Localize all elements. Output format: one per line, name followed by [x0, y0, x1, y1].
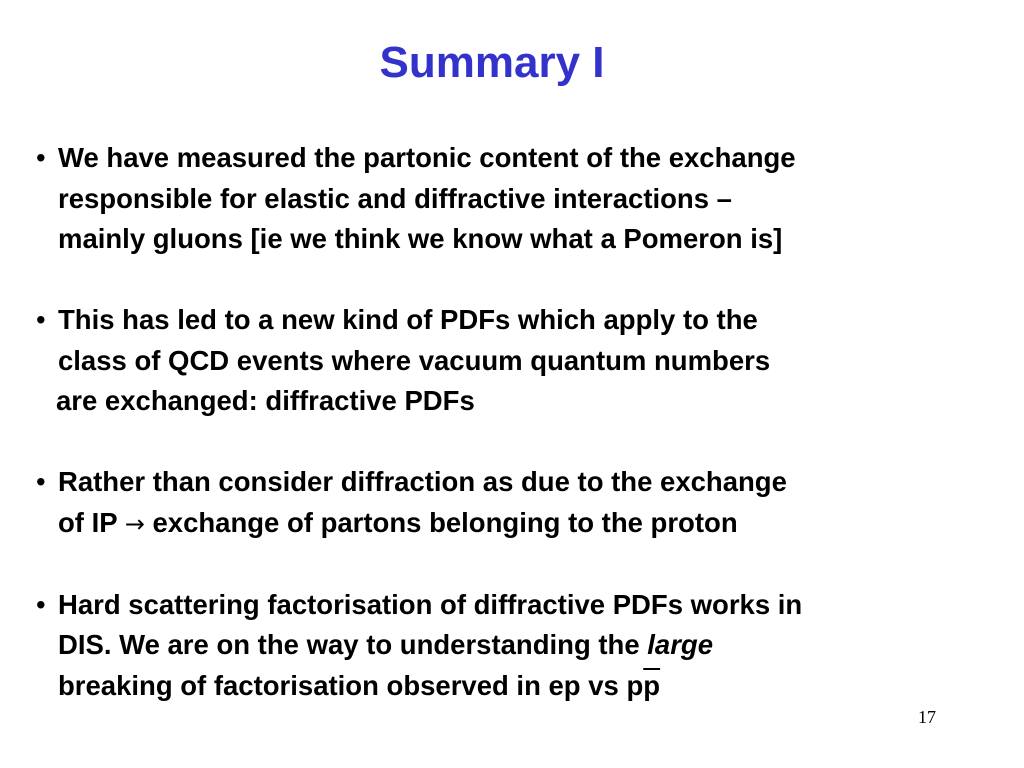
bullet-marker: • [36, 588, 46, 620]
bullet-marker: • [36, 142, 46, 173]
bullet-1-line-1: We have measured the partonic content of the exchange [58, 142, 796, 173]
bullet-2-line-3: are exchanged: diffractive PDFs [56, 385, 475, 416]
slide-title: Summary I [379, 38, 605, 87]
pomeron-symbol: of IP [58, 506, 118, 538]
bullet-4-line-3 [58, 666, 996, 707]
bullet-1-line-2: responsible for elastic and diffractive interactions – [58, 182, 732, 214]
bullet-3-line-2 [58, 503, 996, 545]
page-number: 17 [918, 707, 936, 727]
bullet-2-line-2: class of QCD events where vacuum quantum numbers [58, 344, 771, 376]
bullet-item-1 [36, 138, 996, 260]
bullet-item-2 [36, 300, 996, 422]
emphasis-large: large [647, 629, 714, 660]
bullet-marker: • [36, 304, 46, 335]
bullet-3-line-2-rest: exchange of partons belonging to the proton [152, 506, 738, 538]
bullet-4-line-2 [58, 625, 996, 666]
antiproton-symbol: $\overline{p}$ [643, 669, 661, 701]
bullet-list [36, 138, 996, 747]
bullet-item-3 [36, 462, 996, 544]
bullet-4-line-3-text: breaking of factorisation observed in ep vs p [58, 669, 644, 701]
bullet-4-line-1: Hard scattering factorisation of diffractive PDFs works in [58, 588, 803, 620]
bullet-marker: • [36, 466, 46, 497]
bullet-item-4 [36, 585, 996, 707]
right-arrow-icon: → [124, 509, 145, 538]
bullet-2-line-1: This has led to a new kind of PDFs which apply to the [58, 304, 758, 335]
bullet-1-line-3: mainly gluons [ie we think we know what a Pomeron is] [58, 223, 783, 254]
bullet-3-line-1: Rather than consider diffraction as due to the exchange [58, 466, 787, 497]
bullet-4-line-2-text: DIS. We are on the way to understanding the [58, 629, 640, 660]
